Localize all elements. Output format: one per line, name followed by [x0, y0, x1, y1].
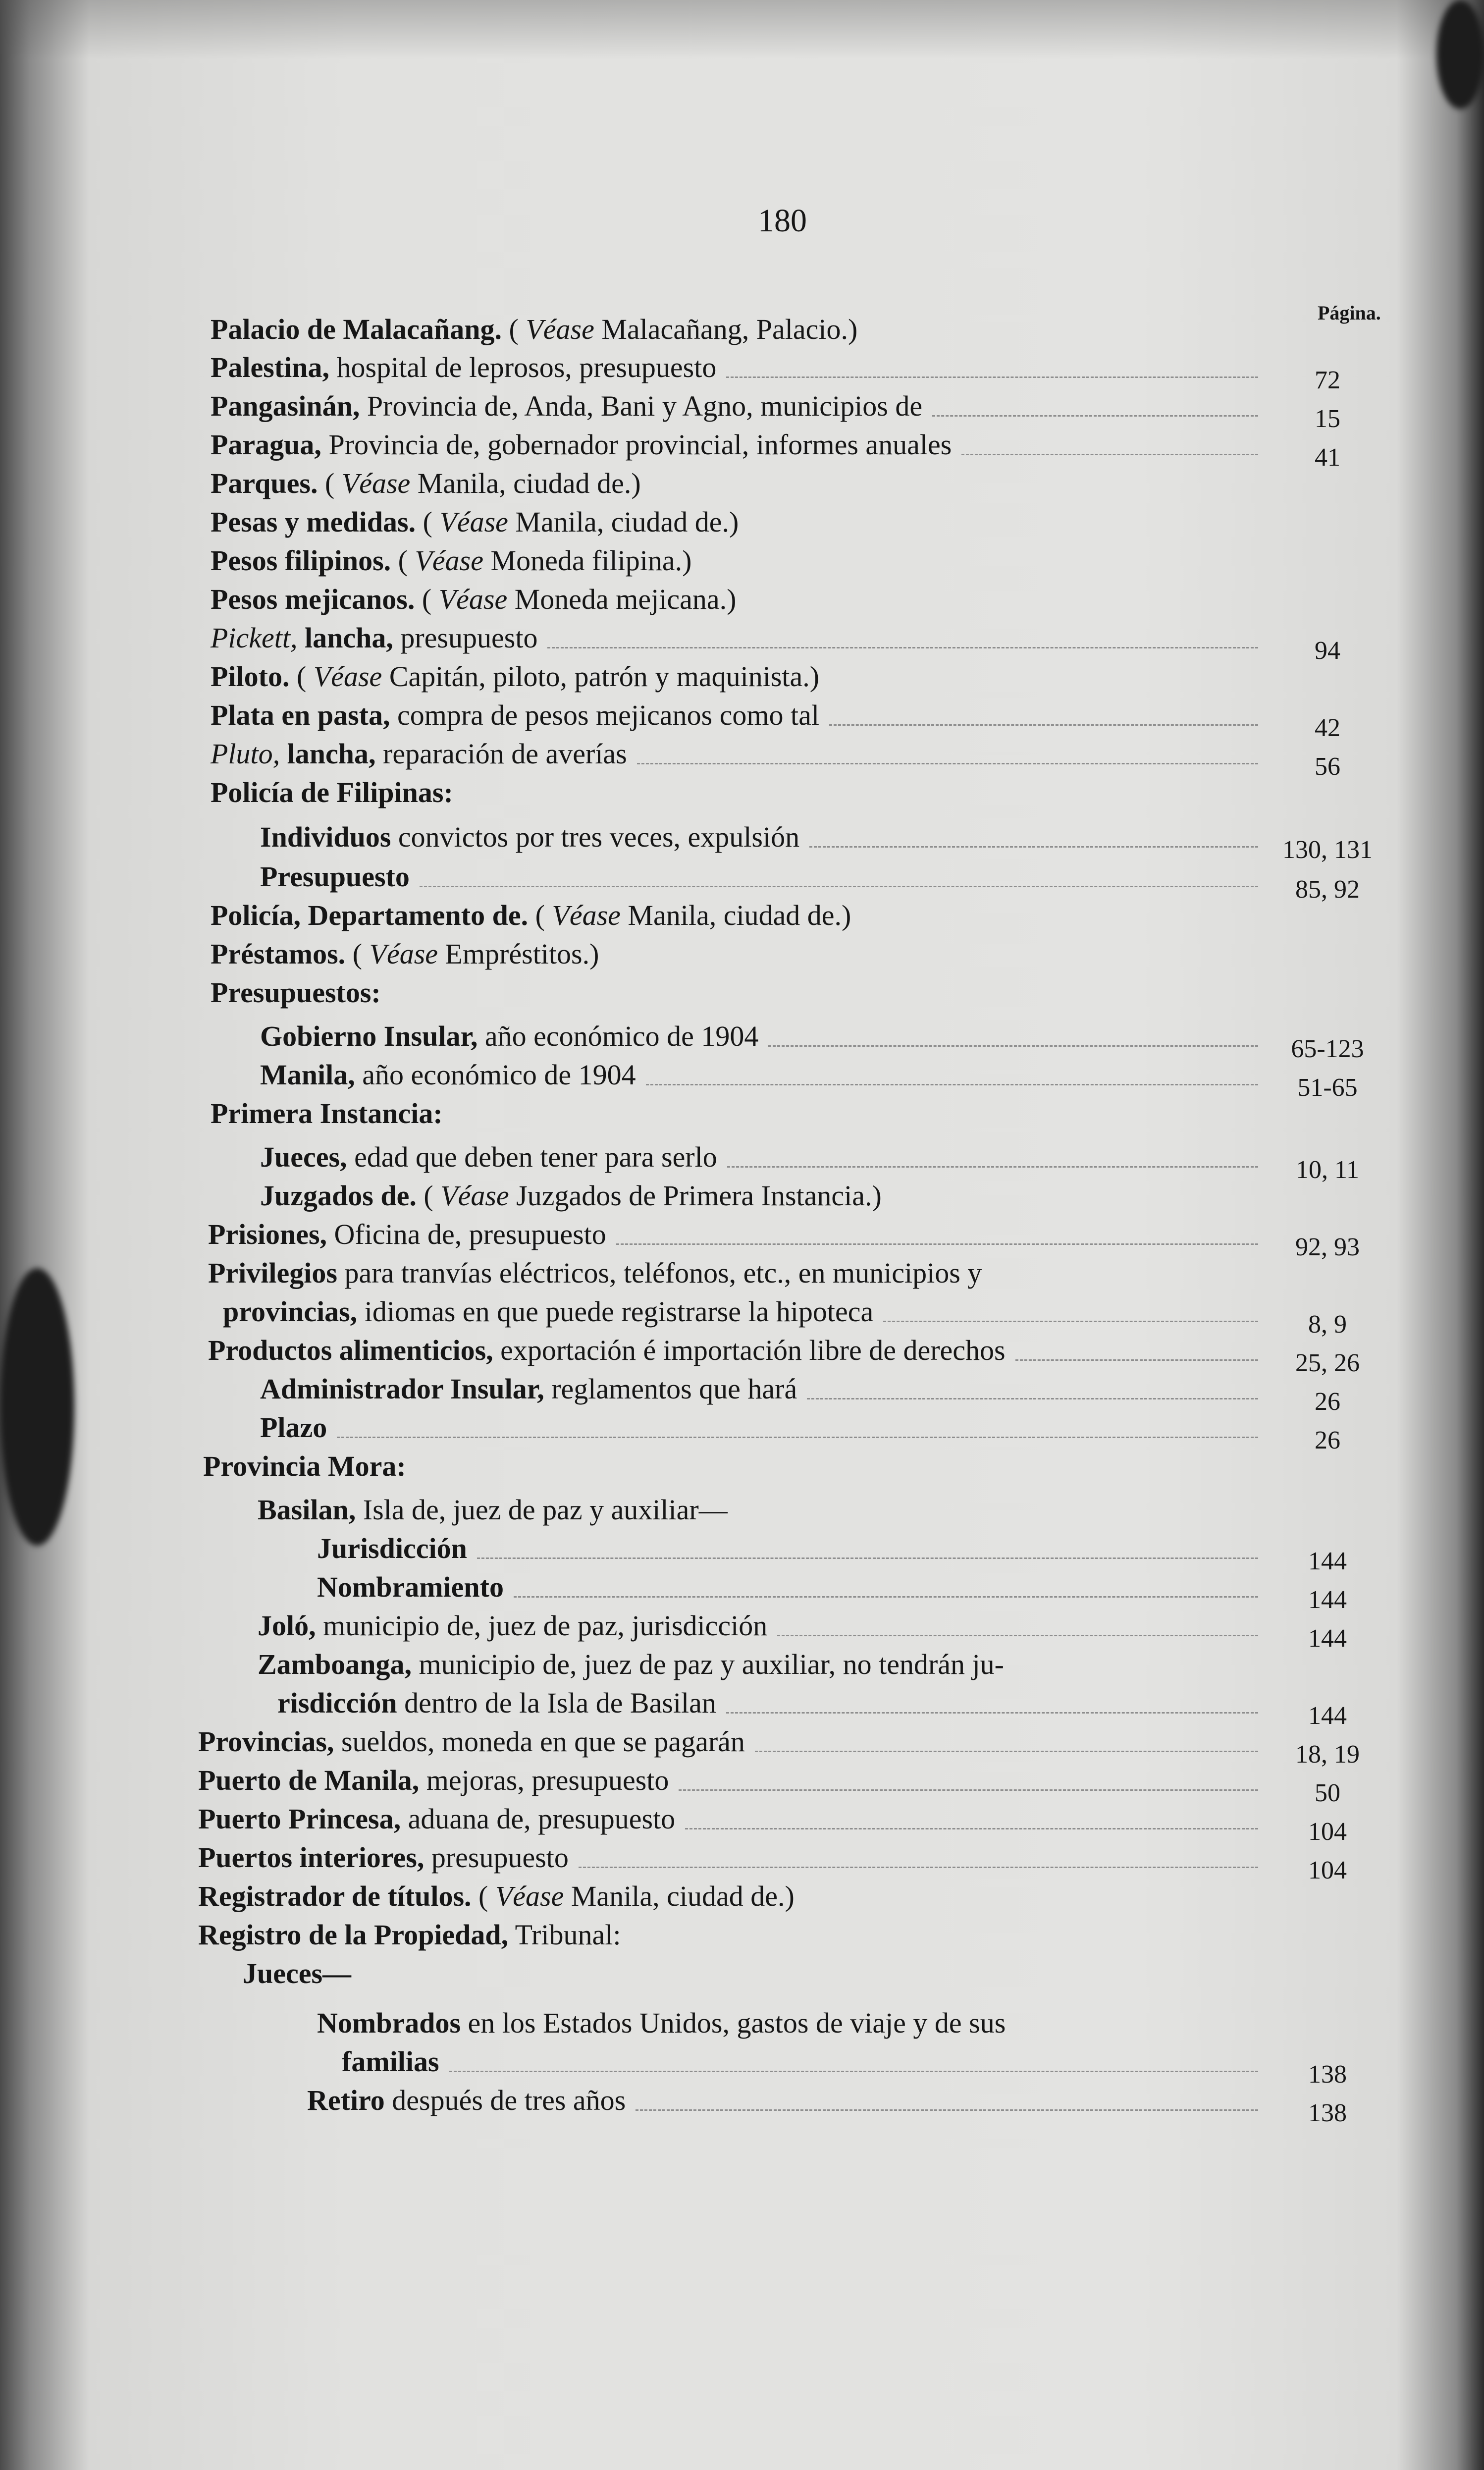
leader-dots	[637, 763, 1258, 764]
entry-text	[211, 896, 851, 935]
see-label: Véase	[341, 467, 411, 499]
entry-text	[211, 502, 739, 542]
page-reference: 26	[1315, 1388, 1340, 1416]
cross-reference: Manila, ciudad de.)	[417, 467, 641, 499]
entry-text	[211, 464, 641, 503]
entry-description: Oficina de, presupuesto	[334, 1218, 606, 1250]
entry-text	[211, 1094, 443, 1133]
leader-dots	[679, 1789, 1258, 1791]
entry-heading: Palacio de Malacañang.	[211, 313, 502, 345]
leader-dots	[726, 376, 1258, 378]
entry-heading: Pangasinán,	[211, 390, 360, 422]
cross-reference: Manila, ciudad de.)	[515, 506, 739, 538]
cross-reference-open: (	[324, 467, 335, 499]
see-label: Véase	[415, 544, 483, 577]
page-reference: 144	[1308, 1547, 1347, 1575]
page-reference: 130, 131	[1282, 836, 1373, 864]
entry-description: aduana de, presupuesto	[408, 1803, 676, 1835]
entry-heading: Pesos filipinos.	[211, 544, 391, 577]
cross-reference-open: (	[398, 544, 408, 577]
see-label: Véase	[438, 583, 508, 615]
leader-dots	[685, 1828, 1258, 1829]
entry-description: Provincia de, gobernador provincial, informes anuales	[328, 429, 952, 461]
page-number: 180	[758, 203, 807, 239]
page-reference: 65-123	[1291, 1035, 1364, 1063]
page-reference: 104	[1308, 1856, 1347, 1884]
entry-heading: Piloto.	[211, 660, 290, 693]
leader-dots	[768, 1045, 1258, 1047]
entry-description: después de tres años	[392, 2084, 626, 2116]
page-reference: 26	[1315, 1426, 1340, 1454]
entry-heading: Nombrados	[317, 2007, 461, 2039]
entry-text	[211, 734, 627, 774]
entry-description: municipio de, juez de paz y auxiliar, no tendrán ju-	[419, 1648, 1004, 1680]
leader-dots	[726, 1712, 1258, 1714]
page-reference: 92, 93	[1295, 1233, 1360, 1261]
entry-heading: Privilegios	[208, 1257, 337, 1289]
cross-reference: Capitán, piloto, patrón y maquinista.)	[389, 660, 820, 693]
entry-text	[211, 657, 819, 697]
page-reference: 8, 9	[1308, 1310, 1347, 1339]
entry-heading: Administrador Insular,	[260, 1373, 544, 1405]
entry-description: presupuesto	[431, 1841, 569, 1874]
page-reference: 144	[1308, 1702, 1347, 1730]
entry-heading: Plazo	[260, 1411, 327, 1444]
leader-dots	[883, 1321, 1258, 1322]
entry-text	[260, 1408, 327, 1448]
page-column-header: Página.	[1318, 302, 1381, 324]
entry-heading: Presupuesto	[260, 860, 410, 893]
leader-dots	[477, 1557, 1258, 1559]
entry-description: presupuesto	[400, 622, 538, 654]
entry-description: convictos por tres veces, expulsión	[398, 821, 800, 853]
leader-dots	[961, 454, 1258, 455]
entry-heading: Palestina,	[211, 351, 330, 383]
entry-text	[260, 1017, 758, 1056]
see-label: Véase	[552, 899, 621, 931]
see-label: Véase	[440, 1180, 509, 1212]
leader-dots	[646, 1084, 1258, 1085]
entry-description: idiomas en que puede registrarse la hipoteca	[364, 1295, 874, 1328]
entry-text	[260, 1369, 797, 1409]
entry-text	[208, 1253, 982, 1293]
entry-heading: Individuos	[260, 821, 391, 853]
cross-reference-open: (	[296, 660, 307, 693]
cross-reference: Manila, ciudad de.)	[628, 899, 851, 931]
entry-text	[198, 1877, 795, 1916]
entry-heading: Productos alimenticios,	[208, 1334, 493, 1366]
entry-heading: Prisiones,	[208, 1218, 327, 1250]
entry-heading: risdicción	[277, 1687, 397, 1719]
entry-heading: Paragua,	[211, 429, 321, 461]
leader-dots	[547, 647, 1258, 648]
entry-heading: Nombramiento	[317, 1571, 504, 1603]
cross-reference: Moneda filipina.)	[490, 544, 692, 577]
entry-heading: Plata en pasta,	[211, 699, 390, 731]
entry-description: año económico de 1904	[484, 1020, 759, 1052]
leader-dots	[420, 886, 1258, 887]
cross-reference-open: (	[509, 313, 519, 345]
entry-text	[243, 1954, 351, 1993]
page-reference: 50	[1315, 1779, 1340, 1807]
entry-text	[211, 541, 691, 581]
entry-heading: Registro de la Propiedad,	[198, 1919, 509, 1951]
entry-description: dentro de la Isla de Basilan	[404, 1687, 716, 1719]
page-reference: 72	[1315, 366, 1340, 394]
entry-text	[223, 1292, 873, 1332]
page-reference: 138	[1308, 2099, 1347, 2127]
leader-dots	[829, 724, 1258, 726]
cross-reference-open: (	[352, 938, 363, 970]
cross-reference: Malacañang, Palacio.)	[601, 313, 858, 345]
entry-heading-italic: Pickett,	[211, 622, 298, 654]
leader-dots	[809, 846, 1258, 848]
entry-heading: Provincia Mora:	[203, 1450, 406, 1482]
entry-text	[307, 2081, 626, 2120]
page-reference: 18, 19	[1295, 1740, 1360, 1769]
entry-text	[211, 973, 381, 1013]
page-reference: 41	[1315, 443, 1340, 472]
entry-text	[203, 1447, 406, 1486]
cross-reference: Manila, ciudad de.)	[571, 1880, 795, 1912]
entry-text	[258, 1490, 728, 1530]
entry-text	[258, 1606, 767, 1646]
entry-text	[260, 817, 799, 857]
entry-text	[317, 1567, 504, 1607]
entry-text	[211, 348, 716, 387]
leader-dots	[514, 1596, 1258, 1598]
page-reference: 25, 26	[1295, 1349, 1360, 1377]
entry-text	[198, 1722, 745, 1762]
entry-heading: Zamboanga,	[258, 1648, 412, 1680]
page-reference: 42	[1315, 714, 1340, 742]
leader-dots	[616, 1243, 1258, 1245]
entry-heading: Basilan,	[258, 1494, 356, 1526]
entry-heading: Parques.	[211, 467, 318, 499]
entry-text	[211, 696, 819, 735]
entry-heading: Joló,	[258, 1610, 316, 1642]
entry-description: Isla de, juez de paz y auxiliar—	[363, 1494, 728, 1526]
entry-description: edad que deben tener para serlo	[354, 1141, 717, 1173]
ink-blot-right	[1436, 0, 1484, 109]
leader-dots	[807, 1398, 1258, 1399]
entry-heading: Puerto de Manila,	[198, 1764, 420, 1796]
entry-description: exportación é importación libre de derechos	[500, 1334, 1006, 1366]
entry-description: en los Estados Unidos, gastos de viaje y de sus	[468, 2007, 1006, 2039]
cross-reference-open: (	[424, 1180, 433, 1212]
entry-text	[342, 2042, 439, 2082]
page-reference: 144	[1308, 1586, 1347, 1614]
entry-description: municipio de, juez de paz, jurisdicción	[323, 1610, 768, 1642]
page-reference: 56	[1315, 752, 1340, 781]
entry-heading: Manila,	[260, 1059, 355, 1091]
entry-description: año económico de 1904	[362, 1059, 636, 1091]
entry-heading: Jueces,	[260, 1141, 347, 1173]
entry-text	[211, 618, 537, 658]
entry-description: compra de pesos mejicanos como tal	[397, 699, 820, 731]
leader-dots	[1015, 1359, 1258, 1361]
entry-text	[260, 857, 410, 897]
entry-text	[198, 1761, 669, 1800]
page-reference: 51-65	[1297, 1074, 1358, 1102]
leader-dots	[755, 1751, 1258, 1752]
cross-reference-open: (	[423, 506, 432, 538]
entry-description: Provincia de, Anda, Bani y Agno, municipios de	[367, 390, 923, 422]
entry-description: mejoras, presupuesto	[426, 1764, 669, 1796]
entry-heading: Retiro	[307, 2084, 385, 2116]
entry-text	[317, 1529, 467, 1568]
entry-text	[211, 425, 952, 465]
entry-text	[208, 1331, 1006, 1370]
cross-reference-open: (	[478, 1880, 488, 1912]
entry-heading: Presupuestos:	[211, 976, 381, 1009]
top-shadow	[0, 0, 1484, 59]
entry-description: reparación de averías	[383, 738, 627, 770]
entry-heading: lancha,	[305, 622, 393, 654]
entry-text	[211, 773, 453, 812]
see-label: Véase	[313, 660, 382, 693]
entry-text	[317, 2003, 1006, 2043]
entry-heading: Puerto Princesa,	[198, 1803, 401, 1835]
entry-heading: Policía, Departamento de.	[211, 899, 529, 931]
entry-heading: Jurisdicción	[317, 1532, 467, 1564]
entry-description: para tranvías eléctricos, teléfonos, etc., en municipios y	[344, 1257, 982, 1289]
entry-text	[211, 580, 736, 619]
cross-reference: Juzgados de Primera Instancia.)	[516, 1180, 882, 1212]
entry-description: Tribunal:	[515, 1919, 621, 1951]
entry-text	[208, 1215, 606, 1254]
leader-dots	[337, 1437, 1258, 1438]
page-reference: 138	[1308, 2060, 1347, 2089]
entry-heading: provincias,	[223, 1295, 358, 1328]
entry-text	[260, 1176, 882, 1216]
entry-heading: Puertos interiores,	[198, 1841, 424, 1874]
leader-dots	[636, 2109, 1258, 2111]
entry-text	[260, 1137, 717, 1177]
entry-heading: Pesos mejicanos.	[211, 583, 415, 615]
entry-text	[211, 934, 599, 974]
entry-text	[260, 1055, 636, 1095]
entry-heading: lancha,	[287, 738, 376, 770]
entry-text	[211, 386, 922, 426]
entry-heading: Provincias,	[198, 1725, 334, 1758]
leader-dots	[727, 1166, 1258, 1168]
leader-dots	[449, 2071, 1258, 2072]
see-label: Véase	[369, 938, 438, 970]
entry-heading: Policía de Filipinas:	[211, 776, 453, 808]
page-reference: 144	[1308, 1624, 1347, 1653]
page-reference: 104	[1308, 1818, 1347, 1846]
entry-description: sueldos, moneda en que se pagarán	[341, 1725, 745, 1758]
page-reference: 85, 92	[1295, 875, 1360, 904]
entry-text	[277, 1683, 716, 1723]
entry-text	[211, 310, 857, 349]
cross-reference: Moneda mejicana.)	[514, 583, 737, 615]
cross-reference-open: (	[535, 899, 545, 931]
cross-reference-open: (	[422, 583, 432, 615]
entry-heading: Juzgados de.	[260, 1180, 417, 1212]
see-label: Véase	[526, 313, 594, 345]
entry-heading: Registrador de títulos.	[198, 1880, 472, 1912]
entry-heading-italic: Pluto,	[211, 738, 280, 770]
see-label: Véase	[495, 1880, 564, 1912]
entry-text	[258, 1645, 1004, 1684]
entry-heading: Jueces—	[243, 1957, 352, 1989]
leader-dots	[777, 1635, 1258, 1636]
entry-description: reglamentos que hará	[551, 1373, 797, 1405]
entry-heading: Primera Instancia:	[211, 1097, 443, 1129]
entry-heading: familias	[342, 2045, 439, 2078]
entry-text	[198, 1799, 675, 1839]
leader-dots	[579, 1867, 1258, 1868]
entry-text	[198, 1915, 621, 1955]
ink-blot-left	[0, 1268, 74, 1546]
page-reference: 94	[1315, 637, 1340, 665]
page-reference: 10, 11	[1295, 1156, 1360, 1184]
entry-heading: Pesas y medidas.	[211, 506, 416, 538]
entry-heading: Préstamos.	[211, 938, 346, 970]
entry-heading: Gobierno Insular,	[260, 1020, 478, 1052]
see-label: Véase	[439, 506, 508, 538]
leader-dots	[932, 415, 1258, 417]
entry-description: hospital de leprosos, presupuesto	[336, 351, 717, 383]
entry-text	[198, 1838, 569, 1878]
cross-reference: Empréstitos.)	[445, 938, 599, 970]
page-reference: 15	[1315, 405, 1340, 433]
